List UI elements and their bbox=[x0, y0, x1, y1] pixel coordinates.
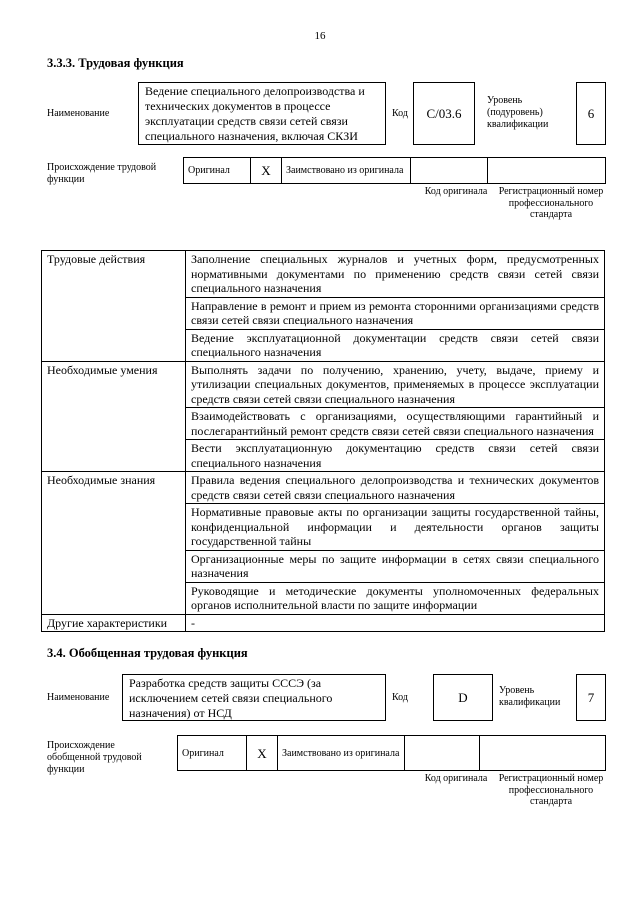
category-cell: Необходимые знания bbox=[42, 472, 186, 615]
code-original-caption: Код оригинала bbox=[424, 186, 488, 197]
table-row bbox=[42, 614, 605, 632]
category-cell: Необходимые умения bbox=[42, 361, 186, 472]
name-label: Наименование bbox=[47, 692, 110, 703]
code-value-box: D bbox=[433, 674, 493, 721]
original-label: Оригинал bbox=[184, 158, 251, 184]
generalized-function-name-box: Разработка средств защиты СССЭ (за исключением сетей связи специального назначения) от НСД bbox=[122, 674, 386, 721]
category-cell: Трудовые действия bbox=[42, 251, 186, 362]
table-row bbox=[42, 472, 605, 504]
borrowed-label: Заимствовано из оригинала bbox=[282, 158, 411, 184]
page-number: 16 bbox=[314, 30, 326, 42]
code-label: Код bbox=[392, 108, 408, 119]
origin-label: Происхождение трудовой функции bbox=[47, 162, 157, 185]
function-name-box: Ведение специального делопроизводства и технических документов в процессе эксплуатации средств связи сетей связи специального назначения, включая СКЗИ bbox=[138, 82, 386, 145]
item-cell: Правила ведения специального делопроизводства и технических документов средств связи сетей связи специального назначения bbox=[186, 472, 605, 504]
item-cell: Ведение эксплуатационной документации средств связи сетей связи специального назначения bbox=[186, 329, 605, 361]
borrowed-label: Заимствовано из оригинала bbox=[278, 736, 405, 771]
original-mark: X bbox=[247, 736, 278, 771]
item-cell: Заполнение специальных журналов и учетных форм, предусмотренных нормативными документами по применению средств связи сетей связи специального назначения bbox=[186, 251, 605, 298]
item-cell: Организационные меры по защите информации в сетях связи специального назначения bbox=[186, 550, 605, 582]
code-original-caption: Код оригинала bbox=[424, 773, 488, 784]
level-value-box: 6 bbox=[576, 82, 606, 145]
section-heading-34: 3.4. Обобщенная трудовая функция bbox=[47, 646, 248, 660]
item-cell: Выполнять задачи по получению, хранению, учету, выдаче, приему и утилизации специальных документов, применяемых в процессе эксплуатации средств связи сетей связи специального назначения bbox=[186, 361, 605, 408]
table-row bbox=[42, 251, 605, 298]
labor-function-table bbox=[41, 250, 605, 632]
item-cell: Направление в ремонт и прием из ремонта сторонними организациями средств связи сетей связи специального назначения bbox=[186, 297, 605, 329]
category-cell: Другие характеристики bbox=[42, 614, 186, 632]
item-cell: Взаимодействовать с организациями, осуществляющими гарантийный и послегарантийный ремонт средств связи сетей связи специального назначения bbox=[186, 408, 605, 440]
reg-number-cell bbox=[480, 736, 606, 771]
item-cell: Нормативные правовые акты по организации защиты государственной тайны, конфиденциальной информации и деятельности органов защиты государственной тайны bbox=[186, 504, 605, 551]
item-cell: Вести эксплуатационную документацию средств связи сетей связи специального назначения bbox=[186, 440, 605, 472]
original-mark: X bbox=[251, 158, 282, 184]
level-label: Уровень (подуровень) квалификации bbox=[487, 95, 549, 130]
original-label: Оригинал bbox=[178, 736, 247, 771]
reg-number-caption: Регистрационный номер профессионального стандарта bbox=[498, 773, 604, 807]
table-row bbox=[42, 361, 605, 408]
reg-number-cell bbox=[488, 158, 606, 184]
item-cell: Руководящие и методические документы уполномоченных федеральных органов исполнительной власти по защите информации bbox=[186, 582, 605, 614]
code-original-cell bbox=[405, 736, 480, 771]
name-label: Наименование bbox=[47, 108, 110, 119]
section-heading-333: 3.3.3. Трудовая функция bbox=[47, 56, 184, 70]
level-value-box: 7 bbox=[576, 674, 606, 721]
item-cell: - bbox=[186, 614, 605, 632]
code-value-box: C/03.6 bbox=[413, 82, 475, 145]
level-label: Уровень квалификации bbox=[499, 685, 561, 708]
code-original-cell bbox=[411, 158, 488, 184]
code-label: Код bbox=[392, 692, 408, 703]
origin-label: Происхождение обобщенной трудовой функции bbox=[47, 740, 142, 775]
origin-table bbox=[177, 735, 606, 771]
origin-table bbox=[183, 157, 606, 184]
reg-number-caption: Регистрационный номер профессионального стандарта bbox=[498, 186, 604, 220]
